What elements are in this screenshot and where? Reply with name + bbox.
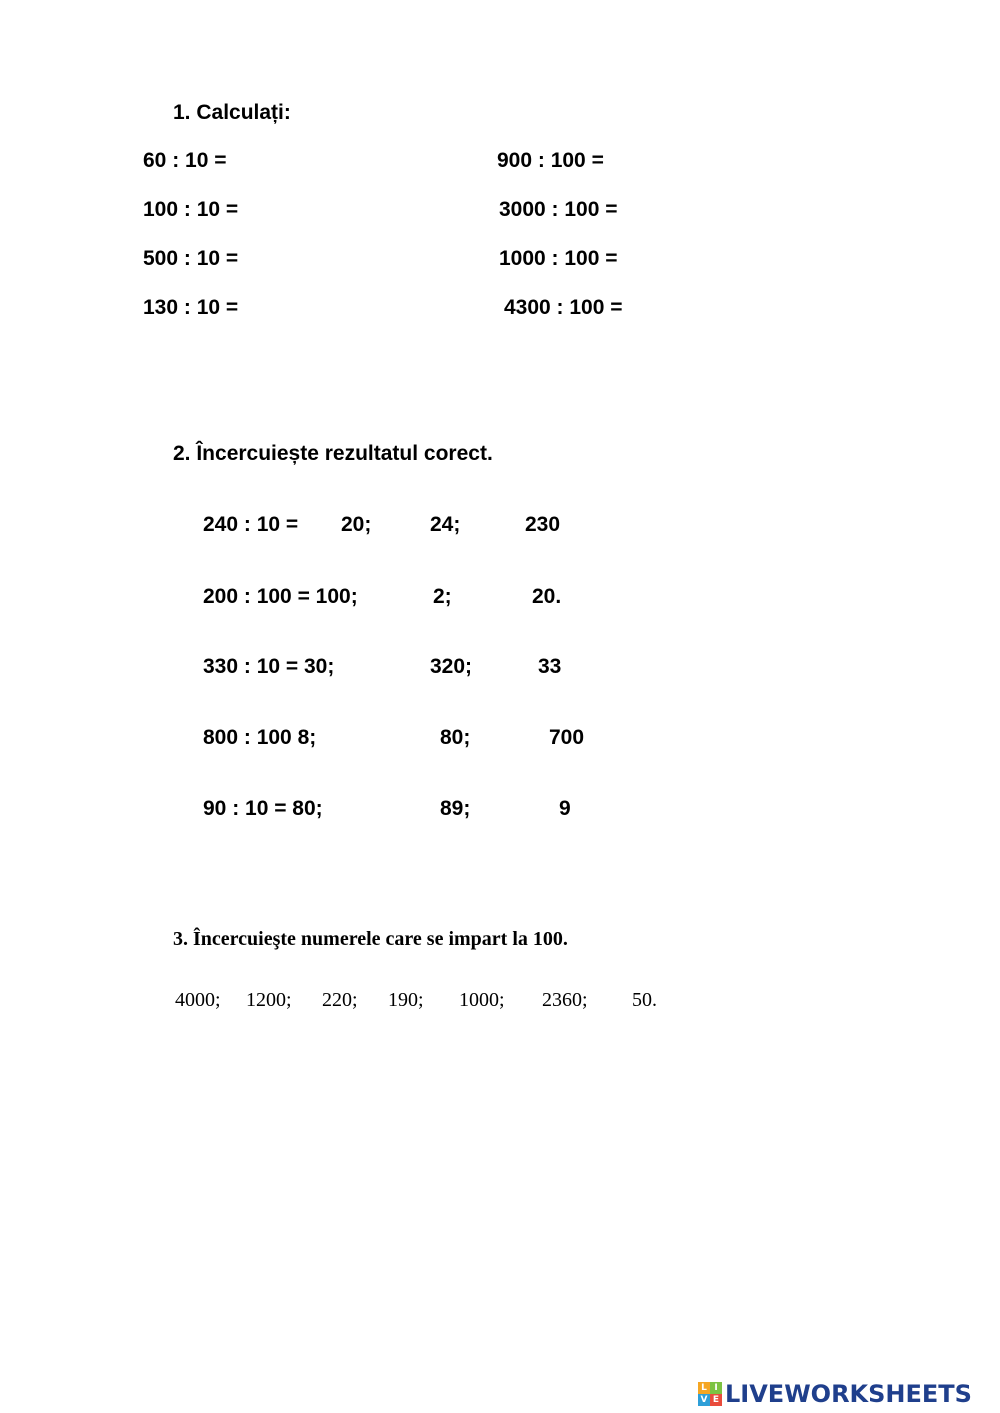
calc-left-3: 500 : 10 = bbox=[143, 247, 239, 270]
choice-row-1-option-b[interactable]: 24; bbox=[430, 513, 461, 536]
liveworksheets-logo bbox=[698, 1379, 972, 1409]
calc-right-4: 4300 : 100 = bbox=[504, 296, 623, 319]
liveworksheets-logo-icon bbox=[698, 1382, 722, 1406]
calc-left-2: 100 : 10 = bbox=[143, 198, 239, 221]
number-option-6[interactable]: 2360; bbox=[542, 989, 588, 1011]
choice-row-4-option-c[interactable]: 700 bbox=[549, 726, 585, 749]
choice-row-4-option-b[interactable]: 80; bbox=[440, 726, 471, 749]
number-option-4[interactable]: 190; bbox=[388, 989, 424, 1011]
choice-row-2-expr[interactable]: 200 : 100 = 100; bbox=[203, 585, 358, 608]
number-option-3[interactable]: 220; bbox=[322, 989, 358, 1011]
number-option-1[interactable]: 4000; bbox=[175, 989, 221, 1011]
calc-right-1: 900 : 100 = bbox=[497, 149, 604, 172]
number-option-5[interactable]: 1000; bbox=[459, 989, 505, 1011]
calc-left-4: 130 : 10 = bbox=[143, 296, 239, 319]
choice-row-1-expr: 240 : 10 = bbox=[203, 513, 299, 536]
choice-row-1-option-a[interactable]: 20; bbox=[341, 513, 372, 536]
number-option-2[interactable]: 1200; bbox=[246, 989, 292, 1011]
logo-letter-l: L bbox=[698, 1382, 710, 1394]
choice-row-4-expr[interactable]: 800 : 100 8; bbox=[203, 726, 317, 749]
liveworksheets-logo-text: LIVEWORKSHEETS bbox=[725, 1380, 972, 1408]
choice-row-3-expr[interactable]: 330 : 10 = 30; bbox=[203, 655, 335, 678]
logo-letter-e: E bbox=[710, 1394, 722, 1406]
choice-row-5-option-b[interactable]: 89; bbox=[440, 797, 471, 820]
section-3-title: 3. Încercuieşte numerele care se impart la 100. bbox=[173, 928, 568, 950]
section-2-title: 2. Încercuiește rezultatul corect. bbox=[173, 442, 493, 465]
choice-row-3-option-b[interactable]: 320; bbox=[430, 655, 473, 678]
choice-row-2-option-c[interactable]: 20. bbox=[532, 585, 562, 608]
logo-letter-i: I bbox=[710, 1382, 722, 1394]
logo-letter-v: V bbox=[698, 1394, 710, 1406]
choice-row-2-option-b[interactable]: 2; bbox=[433, 585, 452, 608]
choice-row-1-option-c[interactable]: 230 bbox=[525, 513, 561, 536]
number-option-7[interactable]: 50. bbox=[632, 989, 657, 1011]
calc-right-2: 3000 : 100 = bbox=[499, 198, 618, 221]
calc-right-3: 1000 : 100 = bbox=[499, 247, 618, 270]
section-1-title: 1. Calculați: bbox=[173, 101, 291, 124]
choice-row-5-option-c[interactable]: 9 bbox=[559, 797, 571, 820]
choice-row-3-option-c[interactable]: 33 bbox=[538, 655, 562, 678]
calc-left-1: 60 : 10 = bbox=[143, 149, 227, 172]
choice-row-5-expr[interactable]: 90 : 10 = 80; bbox=[203, 797, 323, 820]
